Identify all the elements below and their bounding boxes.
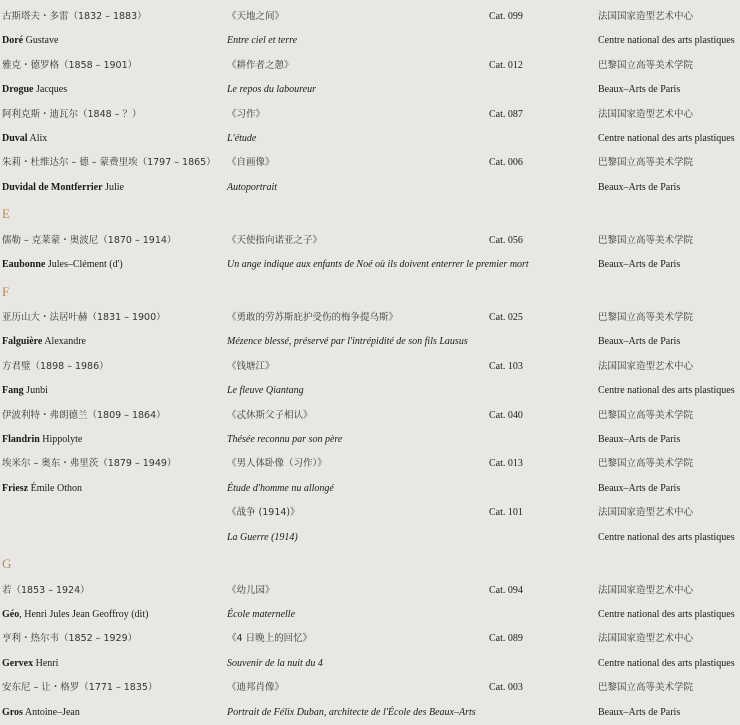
artist-name-fr <box>2 428 82 452</box>
artist-name-zh: 雅克・德罗格（1858 – 1901） <box>2 59 138 71</box>
catalogue-number: Cat. 013 <box>489 458 523 470</box>
entry-fr-row <box>0 652 740 676</box>
artist-name-fr <box>2 176 124 200</box>
artwork-title-fr: Le repos du laboureur <box>227 84 316 96</box>
catalogue-number: Cat. 099 <box>489 11 523 22</box>
institution-fr: Beaux–Arts de Paris <box>598 336 681 348</box>
artwork-title-fr: Portrait de Félix Duban, architecte de l'École des Beaux–Arts <box>227 706 476 718</box>
artist-name-fr <box>2 78 67 102</box>
artist-surname: Falguière <box>2 336 43 348</box>
artist-given-name: Junbi <box>23 385 48 397</box>
artist-surname: Friesz <box>2 482 29 494</box>
catalogue-number: Cat. 087 <box>489 108 523 120</box>
artwork-title-zh: 《天地之间》 <box>227 11 285 22</box>
entry-fr-row <box>0 176 740 200</box>
entry-zh-row <box>0 103 740 127</box>
entry-zh-row <box>0 306 740 330</box>
institution-fr: Centre national des arts plastiques <box>598 657 735 669</box>
artist-name-zh: 朱莉・杜维达尔 – 德 – 蒙费里埃（1797 – 1865） <box>2 157 216 169</box>
institution-zh: 巴黎国立高等美术学院 <box>598 157 694 169</box>
artist-name-zh: 亚历山大・法居叶赫（1831 – 1900） <box>2 312 166 323</box>
section-letter: F <box>2 283 10 299</box>
institution-fr: Centre national des arts plastiques <box>598 133 735 144</box>
artwork-title-zh: 《迪邦肖像》 <box>227 682 285 694</box>
artwork-title-fr: Mézence blessé, préservé par l'intrépidité de son fils Lausus <box>227 336 468 348</box>
entry-zh-row <box>0 5 740 29</box>
entry-fr-row <box>0 428 740 452</box>
institution-zh: 法国国家造型艺术中心 <box>598 633 694 645</box>
artwork-title-zh: 《忒休斯父子相认》 <box>227 409 313 421</box>
entry-fr-row <box>0 379 740 403</box>
entry-zh-row <box>0 151 740 175</box>
institution-fr: Beaux–Arts de Paris <box>598 181 681 193</box>
artist-given-name: Jules–Clément (d') <box>45 259 123 271</box>
section-letter: E <box>2 206 10 222</box>
artist-name-zh: 若（1853 – 1924） <box>2 584 90 596</box>
entry-zh-row <box>0 452 740 476</box>
artwork-title-zh: 《勇敢的劳苏斯庇护受伤的梅争提乌斯》 <box>227 312 399 323</box>
artwork-title-zh: 《天使指向诺亚之子》 <box>227 234 323 246</box>
entry-fr-row <box>0 477 740 501</box>
entry-fr-row <box>0 701 740 725</box>
institution-zh: 法国国家造型艺术中心 <box>598 360 694 372</box>
entry-fr-row <box>0 127 740 151</box>
institution-fr: Beaux–Arts de Paris <box>598 434 681 445</box>
artist-given-name: Henri <box>33 657 59 669</box>
entry-zh-row <box>0 676 740 700</box>
artist-name-fr <box>2 652 58 676</box>
catalogue-number: Cat. 089 <box>489 633 523 645</box>
institution-zh: 巴黎国立高等美术学院 <box>598 409 694 421</box>
institution-fr: Beaux–Arts de Paris <box>598 482 681 494</box>
artist-surname: Fang <box>2 385 24 397</box>
artist-given-name: Alix <box>27 133 48 144</box>
institution-zh: 巴黎国立高等美术学院 <box>598 312 694 323</box>
entry-fr-row <box>0 29 740 53</box>
artist-name-zh: 安东尼 – 让・格罗（1771 – 1835） <box>2 682 158 694</box>
institution-zh: 法国国家造型艺术中心 <box>598 108 694 120</box>
artist-name-zh: 古斯塔夫・多雷（1832 – 1883） <box>2 11 147 22</box>
catalogue-number: Cat. 012 <box>489 59 523 71</box>
catalogue-number: Cat. 040 <box>489 409 523 421</box>
artist-surname: Duval <box>2 133 28 144</box>
institution-fr: Centre national des arts plastiques <box>598 608 735 620</box>
artist-name-fr <box>2 701 80 725</box>
artist-given-name: Gustave <box>23 35 59 47</box>
artist-given-name: Hippolyte <box>39 434 83 445</box>
entry-zh-row <box>0 579 740 603</box>
artist-name-fr <box>2 603 148 627</box>
artwork-title-fr: L'étude <box>227 133 257 144</box>
entry-fr-row <box>0 603 740 627</box>
artist-name-fr <box>2 127 47 151</box>
artwork-title-zh: 《幼儿园》 <box>227 584 275 596</box>
entry-fr-row <box>0 78 740 102</box>
artwork-title-zh: 《战争 (1914)》 <box>227 507 300 519</box>
artwork-title-fr: Thésée reconnu par son père <box>227 434 343 445</box>
artist-name-zh: 阿利克斯・迪瓦尔（1848 – ？） <box>2 108 142 120</box>
artist-given-name: Jacques <box>33 84 68 96</box>
artist-name-zh: 亨利・热尔韦（1852 – 1929） <box>2 633 138 645</box>
catalogue-number: Cat. 006 <box>489 157 523 169</box>
artist-given-name: Émile Othon <box>28 482 82 494</box>
entry-zh-row <box>0 501 740 525</box>
artwork-title-fr: Autoportrait <box>227 181 278 193</box>
artist-surname: Gros <box>2 706 23 718</box>
artwork-title-zh: 《耕作者之憩》 <box>227 59 294 71</box>
artwork-title-zh: 《钱塘江》 <box>227 360 275 372</box>
institution-zh: 巴黎国立高等美术学院 <box>598 234 694 246</box>
artwork-title-zh: 《习作》 <box>227 108 266 120</box>
institution-zh: 巴黎国立高等美术学院 <box>598 458 694 470</box>
artist-given-name: Antoine–Jean <box>22 706 80 718</box>
institution-zh: 法国国家造型艺术中心 <box>598 11 694 22</box>
artist-surname: Doré <box>2 35 24 47</box>
artist-surname: Duvidal de Montferrier <box>2 181 103 193</box>
artwork-title-zh: 《自画像》 <box>227 157 275 169</box>
artist-given-name: Alexandre <box>42 336 86 348</box>
artwork-title-fr: Étude d'homme nu allongé <box>227 482 334 494</box>
artist-name-zh: 方君璧（1898 – 1986） <box>2 360 109 372</box>
entry-fr-row <box>0 253 740 277</box>
artist-surname: Drogue <box>2 84 34 96</box>
artist-name-fr <box>2 477 82 501</box>
institution-fr: Centre national des arts plastiques <box>598 385 735 397</box>
entry-zh-row <box>0 355 740 379</box>
institution-zh: 法国国家造型艺术中心 <box>598 584 694 596</box>
artist-surname: Géo <box>2 608 20 620</box>
entry-fr-row <box>0 330 740 354</box>
artwork-title-zh: 《男人体卧像（习作）》 <box>227 458 327 470</box>
artist-name-fr <box>2 379 48 403</box>
artist-name-fr <box>2 29 58 53</box>
entry-zh-row <box>0 229 740 253</box>
institution-zh: 巴黎国立高等美术学院 <box>598 682 694 694</box>
institution-fr: Beaux–Arts de Paris <box>598 706 681 718</box>
artist-name-zh: 伊波利特・弗朗德兰（1809 – 1864） <box>2 409 166 421</box>
artist-surname: Flandrin <box>2 434 40 445</box>
artist-name-zh: 埃米尔 – 奥东・弗里茨（1879 – 1949） <box>2 458 177 470</box>
catalogue-number: Cat. 025 <box>489 312 523 323</box>
institution-fr: Centre national des arts plastiques <box>598 531 735 543</box>
institution-fr: Beaux–Arts de Paris <box>598 84 681 96</box>
institution-zh: 法国国家造型艺术中心 <box>598 507 694 519</box>
artist-given-name: , Henri Jules Jean Geoffroy (dit) <box>19 608 149 620</box>
catalogue-number: Cat. 103 <box>489 360 523 372</box>
artist-surname: Eaubonne <box>2 259 46 271</box>
artwork-title-fr: Souvenir de la nuit du 4 <box>227 657 323 669</box>
catalogue-number: Cat. 094 <box>489 584 523 596</box>
section-letter: G <box>2 556 12 571</box>
artist-name-zh: 儒勒 – 克莱蒙・奥波尼（1870 – 1914） <box>2 234 177 246</box>
catalogue-number: Cat. 056 <box>489 234 523 246</box>
artist-name-fr <box>2 253 123 277</box>
artwork-title-fr: Un ange indique aux enfants de Noé où ils doivent enterrer le premier mort <box>227 259 529 271</box>
entry-zh-row <box>0 627 740 651</box>
artwork-title-zh: 《4 日晚上的回忆》 <box>227 633 313 645</box>
artwork-title-fr: Le fleuve Qiantang <box>227 385 304 397</box>
entry-zh-row <box>0 54 740 78</box>
artist-given-name: Julie <box>102 181 124 193</box>
institution-fr: Centre national des arts plastiques <box>598 35 735 47</box>
artwork-title-fr: Entre ciel et terre <box>227 35 298 47</box>
entry-zh-row <box>0 404 740 428</box>
artist-name-fr <box>2 330 86 354</box>
institution-fr: Beaux–Arts de Paris <box>598 259 681 271</box>
institution-zh: 巴黎国立高等美术学院 <box>598 59 694 71</box>
catalogue-number: Cat. 101 <box>489 507 523 519</box>
catalogue-number: Cat. 003 <box>489 682 523 694</box>
artwork-title-fr: École maternelle <box>227 608 296 620</box>
entry-fr-row <box>0 526 740 550</box>
artist-surname: Gervex <box>2 657 34 669</box>
artwork-title-fr: La Guerre (1914) <box>227 531 298 543</box>
